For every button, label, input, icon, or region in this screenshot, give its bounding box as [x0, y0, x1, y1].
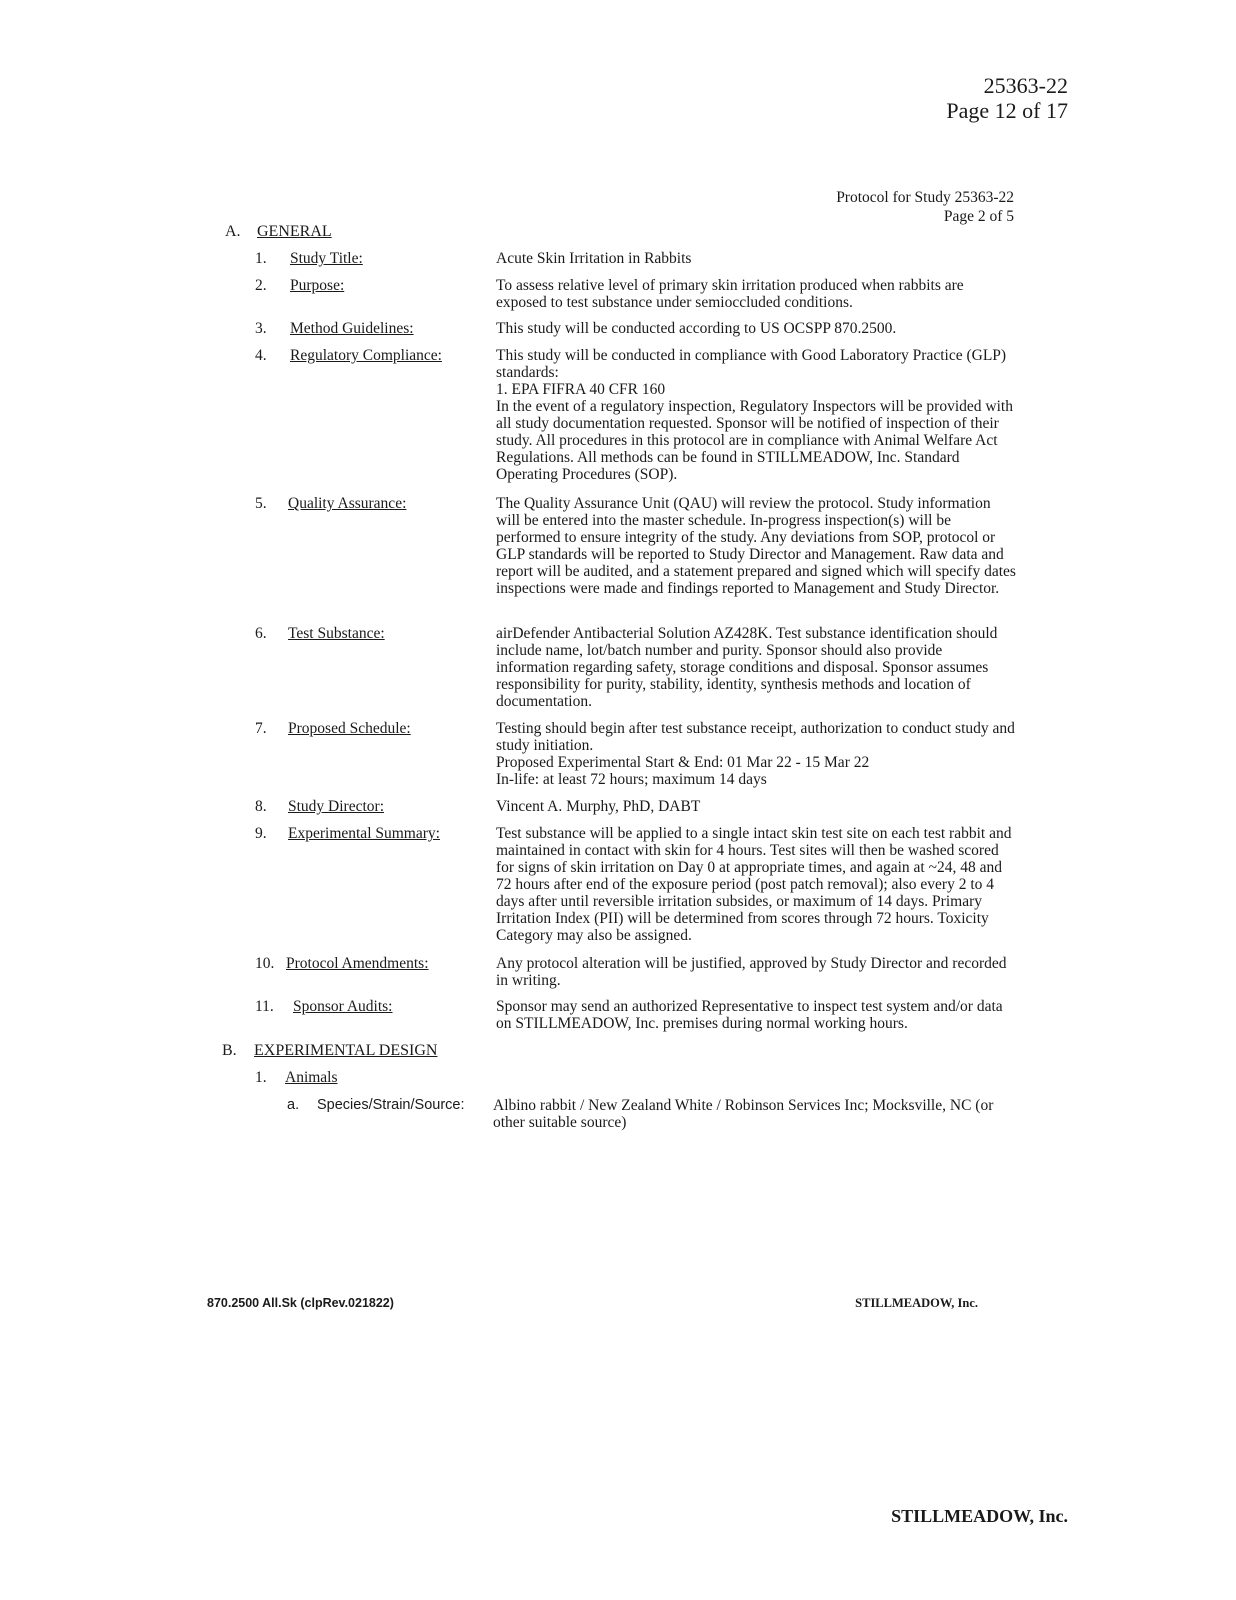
sub-item-number: 1.	[255, 1069, 267, 1086]
section-a-heading	[225, 222, 425, 242]
item-label: Proposed Schedule:	[288, 720, 411, 737]
item-value	[496, 720, 1016, 788]
item-value	[496, 998, 1016, 1032]
section-b-heading	[222, 1041, 482, 1061]
item-value-text: Any protocol alteration will be justified, approved by Study Director and recorded in writing.	[496, 955, 1007, 989]
page-header	[946, 73, 1068, 123]
item-number: 8.	[255, 798, 267, 815]
item-value-text: Proposed Experimental Start & End: 01 Mar 22 - 15 Mar 22	[496, 754, 870, 771]
item-number: 6.	[255, 625, 267, 642]
item-value-text: Test substance will be applied to a single intact skin test site on each test rabbit and maintained in contact with skin for 4 hours. Test sites will then be washed scored for signs of skin irritation on Day 0 at appropriate times, and again at ~24, 48 and 72 hours after end of the exposure period (post patch removal); also every 2 to 4 days after until reversible irritation subsides, or maximum of 14 days. Primary Irritation Index (PII) will be determined from scores through 72 hours. Toxicity Category may also be assigned.	[496, 825, 1012, 944]
item-value	[496, 825, 1016, 944]
item-number: 2.	[255, 277, 267, 294]
item-value-text: airDefender Antibacterial Solution AZ428K. Test substance identification should include name, lot/batch number and purity. Sponsor should also provide information regarding safety, storage conditions and disposal. Sponsor assumes responsibility for purity, stability, identity, synthesis methods and location of documentation.	[496, 625, 998, 710]
item-value-text: Vincent A. Murphy, PhD, DABT	[496, 798, 701, 815]
item-label: Purpose:	[290, 277, 345, 294]
item-value-text: Sponsor may send an authorized Representative to inspect test system and/or data on STILLMEADOW, Inc. premises during normal working hours.	[496, 998, 1003, 1032]
item-value	[496, 320, 1016, 337]
item-number: 11.	[255, 998, 274, 1015]
page-label: Page 12 of 17	[946, 98, 1068, 123]
item-value	[496, 955, 1016, 989]
item-value	[496, 495, 1016, 597]
item-label: Study Title:	[290, 250, 363, 267]
section-a-letter: A.	[225, 223, 241, 240]
section-a-title: GENERAL	[257, 223, 332, 240]
item-value	[496, 798, 1016, 815]
item-number: 5.	[255, 495, 267, 512]
item-label: Sponsor Audits:	[293, 998, 393, 1015]
item-number: 3.	[255, 320, 267, 337]
section-b-title: EXPERIMENTAL DESIGN	[254, 1042, 438, 1059]
item-number: 9.	[255, 825, 267, 842]
item-label: Test Substance:	[288, 625, 385, 642]
item-value-text: To assess relative level of primary skin irritation produced when rabbits are exposed to test substance under semioccluded conditions.	[496, 277, 964, 311]
protocol-header	[836, 188, 1014, 226]
item-value	[496, 250, 1016, 267]
subsub-item-number: a.	[287, 1097, 300, 1113]
section-b-letter: B.	[222, 1042, 237, 1059]
subsub-item-value	[493, 1097, 1023, 1131]
item-number: 7.	[255, 720, 267, 737]
item-value	[496, 347, 1016, 483]
protocol-page-line: Page 2 of 5	[943, 208, 1014, 225]
item-label: Regulatory Compliance:	[290, 347, 442, 364]
item-number: 4.	[255, 347, 267, 364]
item-number: 10.	[255, 955, 275, 972]
item-value	[496, 277, 1016, 311]
item-value-text: This study will be conducted according to US OCSPP 870.2500.	[496, 320, 897, 337]
item-value-text: Testing should begin after test substance receipt, authorization to conduct study and study initiation.	[496, 720, 1015, 754]
item-label: Study Director:	[288, 798, 384, 815]
study-number: 25363-22	[983, 73, 1068, 98]
subsub-item-value-text: Albino rabbit / New Zealand White / Robinson Services Inc; Mocksville, NC (or other suitable source)	[493, 1097, 994, 1131]
page-footer-company: STILLMEADOW, Inc.	[891, 1506, 1068, 1526]
item-value	[496, 625, 1016, 710]
item-value-text: 1. EPA FIFRA 40 CFR 160	[496, 381, 666, 398]
subsub-item-label: Species/Strain/Source:	[317, 1097, 465, 1113]
item-value-text: In-life: at least 72 hours; maximum 14 days	[496, 771, 767, 788]
item-label: Quality Assurance:	[288, 495, 407, 512]
item-label: Protocol Amendments:	[286, 955, 429, 972]
protocol-study-line: Protocol for Study 25363-22	[836, 189, 1014, 206]
item-label: Experimental Summary:	[288, 825, 440, 842]
sub-item-label: Animals	[285, 1069, 338, 1086]
form-revision-code: 870.2500 All.Sk (clpRev.021822)	[207, 1296, 394, 1310]
form-footer-company: STILLMEADOW, Inc.	[855, 1296, 978, 1310]
item-number: 1.	[255, 250, 267, 267]
item-value-text: Acute Skin Irritation in Rabbits	[496, 250, 692, 267]
item-value-text: In the event of a regulatory inspection, Regulatory Inspectors will be provided with all study documentation requested. Sponsor will be notified of inspection of their study. All procedures in this protocol are in compliance with Animal Welfare Act Regulations. All methods can be found in STILLMEADOW, Inc. Standard Operating Procedures (SOP).	[496, 398, 1013, 483]
item-value-text: This study will be conducted in compliance with Good Laboratory Practice (GLP) standards:	[496, 347, 1007, 381]
item-value-text: The Quality Assurance Unit (QAU) will review the protocol. Study information will be entered into the master schedule. In-progress inspection(s) will be performed to ensure integrity of the study. Any deviations from SOP, protocol or GLP standards will be reported to Study Director and Management. Raw data and report will be audited, and a statement prepared and signed which will specify dates inspections were made and findings reported to Management and Study Director.	[496, 495, 1016, 597]
item-label: Method Guidelines:	[290, 320, 414, 337]
